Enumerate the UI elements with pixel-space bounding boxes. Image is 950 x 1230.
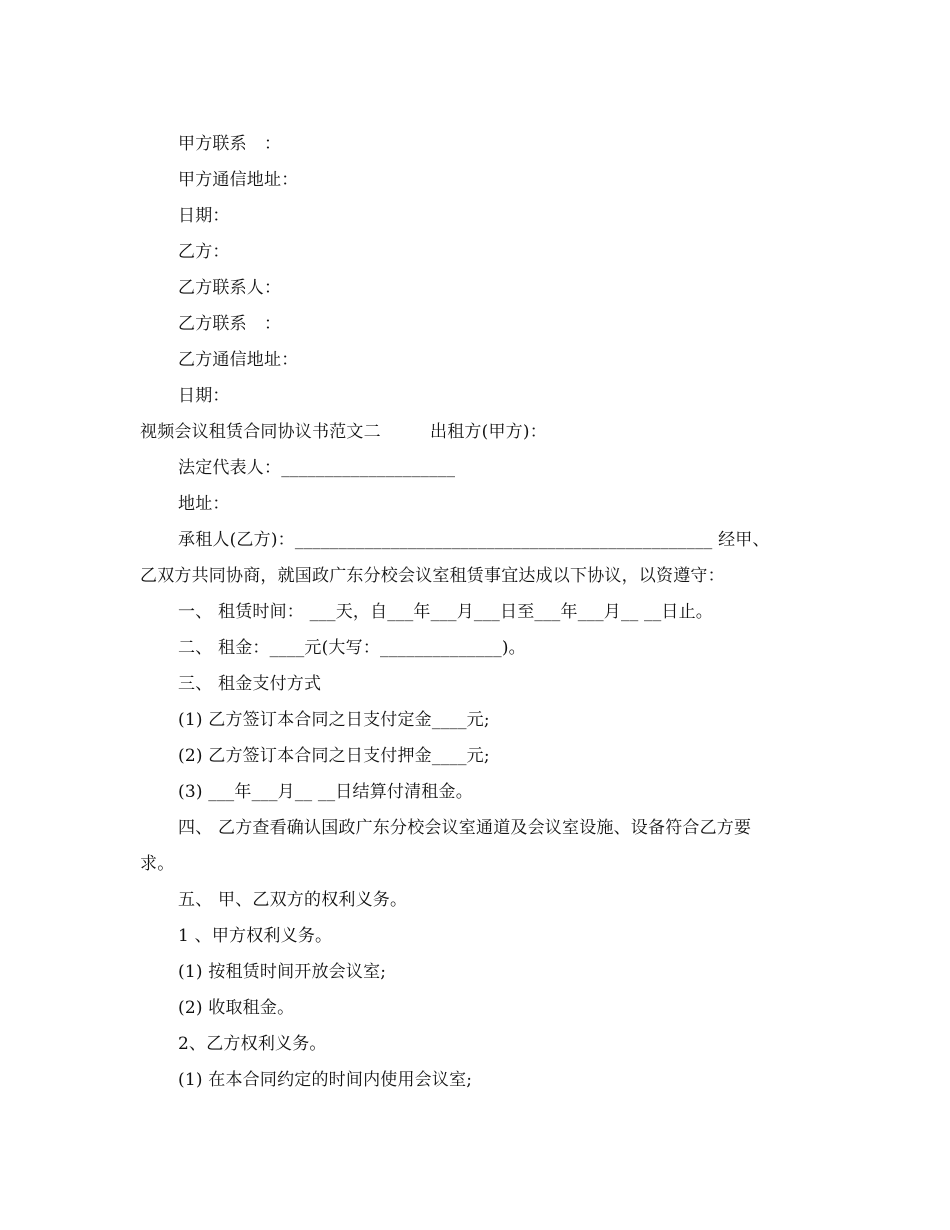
party-a-date-line: 日期： bbox=[178, 206, 230, 226]
contract-title-line bbox=[0, 414, 950, 450]
party-b-line: 乙方： bbox=[178, 242, 230, 262]
payment-method-heading: 三、 租金支付方式 bbox=[178, 674, 322, 694]
lessee-line: 承租人(乙方)：________________________________________________ 经甲、 bbox=[178, 530, 770, 550]
rights-duties-heading: 五、 甲、乙双方的权利义务。 bbox=[178, 890, 408, 910]
inspection-clause-line-2: 求。 bbox=[140, 854, 175, 874]
party-b-rights-heading: 2、乙方权利义务。 bbox=[178, 1034, 327, 1054]
contract-title: 视频会议租赁合同协议书范文二 bbox=[140, 422, 381, 442]
lessor-label: 出租方(甲方)： bbox=[430, 422, 547, 442]
settlement-clause: (3) ___年___月__ __日结算付清租金。 bbox=[178, 782, 473, 802]
party-b-right-1: (1) 在本合同约定的时间内使用会议室; bbox=[178, 1070, 473, 1090]
lease-time-clause: 一、 租赁时间： ___天，自___年___月___日至___年___月__ __日止。 bbox=[178, 602, 714, 622]
party-a-right-1: (1) 按租赁时间开放会议室; bbox=[178, 962, 387, 982]
party-a-right-2: (2) 收取租金。 bbox=[178, 998, 295, 1018]
rent-clause: 二、 租金：____元(大写：______________)。 bbox=[178, 638, 526, 658]
party-a-rights-heading: 1 、甲方权利义务。 bbox=[178, 926, 333, 946]
party-b-address-line: 乙方通信地址： bbox=[178, 350, 299, 370]
party-a-contact-line: 甲方联系 ： bbox=[178, 134, 282, 154]
inspection-clause-line-1: 四、 乙方查看确认国政广东分校会议室通道及会议室设施、设备符合乙方要 bbox=[178, 818, 752, 838]
deposit-clause-1: (1) 乙方签订本合同之日支付定金____元; bbox=[178, 710, 490, 730]
address-line: 地址： bbox=[178, 494, 230, 514]
party-b-contact-line: 乙方联系 ： bbox=[178, 314, 282, 334]
document-content bbox=[0, 126, 950, 1098]
party-b-date-line: 日期： bbox=[178, 386, 230, 406]
deposit-clause-2: (2) 乙方签订本合同之日支付押金____元; bbox=[178, 746, 490, 766]
agreement-intro-line: 乙双方共同协商，就国政广东分校会议室租赁事宜达成以下协议，以资遵守： bbox=[140, 566, 725, 586]
legal-representative-line: 法定代表人：____________________ bbox=[178, 458, 456, 478]
party-b-contact-person-line: 乙方联系人： bbox=[178, 278, 282, 298]
party-a-address-line: 甲方通信地址： bbox=[178, 170, 299, 190]
